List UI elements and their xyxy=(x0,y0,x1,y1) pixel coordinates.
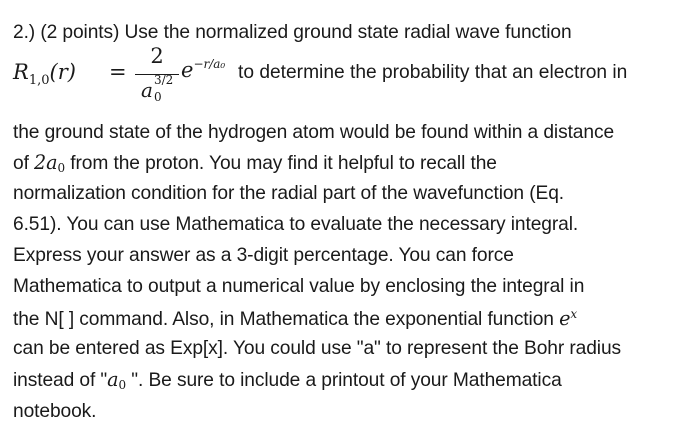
line11-math-sub: 0 xyxy=(118,378,127,392)
exp-power: −r/a₀ xyxy=(193,57,226,71)
line4-math: 2a xyxy=(34,151,58,174)
denominator-subscript: 0 xyxy=(154,90,162,104)
formula-equals: = xyxy=(109,60,127,84)
formula-lhs xyxy=(13,60,76,88)
formula-lhs-arg: (r) xyxy=(49,60,76,84)
formula-numerator: 2 xyxy=(150,44,164,68)
problem-line-8: Mathematica to output a numerical value by enclosing the integral in xyxy=(13,276,585,297)
problem-line-10: can be entered as Exp[x]. You could use "a" to represent the Bohr radius xyxy=(13,338,622,359)
radial-wavefunction-formula xyxy=(13,44,700,114)
denominator-base: a xyxy=(141,78,153,102)
denominator-superscript: 3/2 xyxy=(154,73,174,87)
problem-line-12: notebook. xyxy=(13,401,97,422)
line4-pre: of xyxy=(13,153,35,174)
line4-math-sub: 0 xyxy=(57,161,66,175)
formula-trailing-text: to determine the probability that an electron in xyxy=(238,62,628,83)
line11-pre: instead of " xyxy=(13,370,108,391)
formula-lhs-subscript: 1,0 xyxy=(28,73,50,88)
problem-line-3: the ground state of the hydrogen atom would be found within a distance xyxy=(13,122,615,143)
formula-exponential xyxy=(181,58,225,82)
formula-denominator xyxy=(141,73,174,104)
exp-base: e xyxy=(181,58,194,82)
problem-line-9 xyxy=(13,308,577,329)
formula-lhs-symbol: R xyxy=(13,60,29,84)
problem-line-6: 6.51). You can use Mathematica to evaluate the necessary integral. xyxy=(13,214,579,235)
formula-fraction xyxy=(135,44,179,114)
problem-line-1: 2.) (2 points) Use the normalized ground state radial wave function xyxy=(13,22,572,43)
line4-post: from the proton. You may find it helpful to recall the xyxy=(65,153,497,174)
problem-line-11 xyxy=(13,370,562,391)
problem-line-7: Express your answer as a 3-digit percentage. You can force xyxy=(13,245,514,266)
line9-math: e xyxy=(559,307,571,330)
line11-post: ". Be sure to include a printout of your Mathematica xyxy=(126,370,562,391)
line9-pre: the N[ ] command. Also, in Mathematica the exponential function xyxy=(13,309,560,330)
line11-math: a xyxy=(107,368,119,391)
problem-line-4 xyxy=(13,153,497,174)
line9-math-sup: x xyxy=(570,307,578,321)
problem-line-5: normalization condition for the radial part of the wavefunction (Eq. xyxy=(13,183,565,204)
